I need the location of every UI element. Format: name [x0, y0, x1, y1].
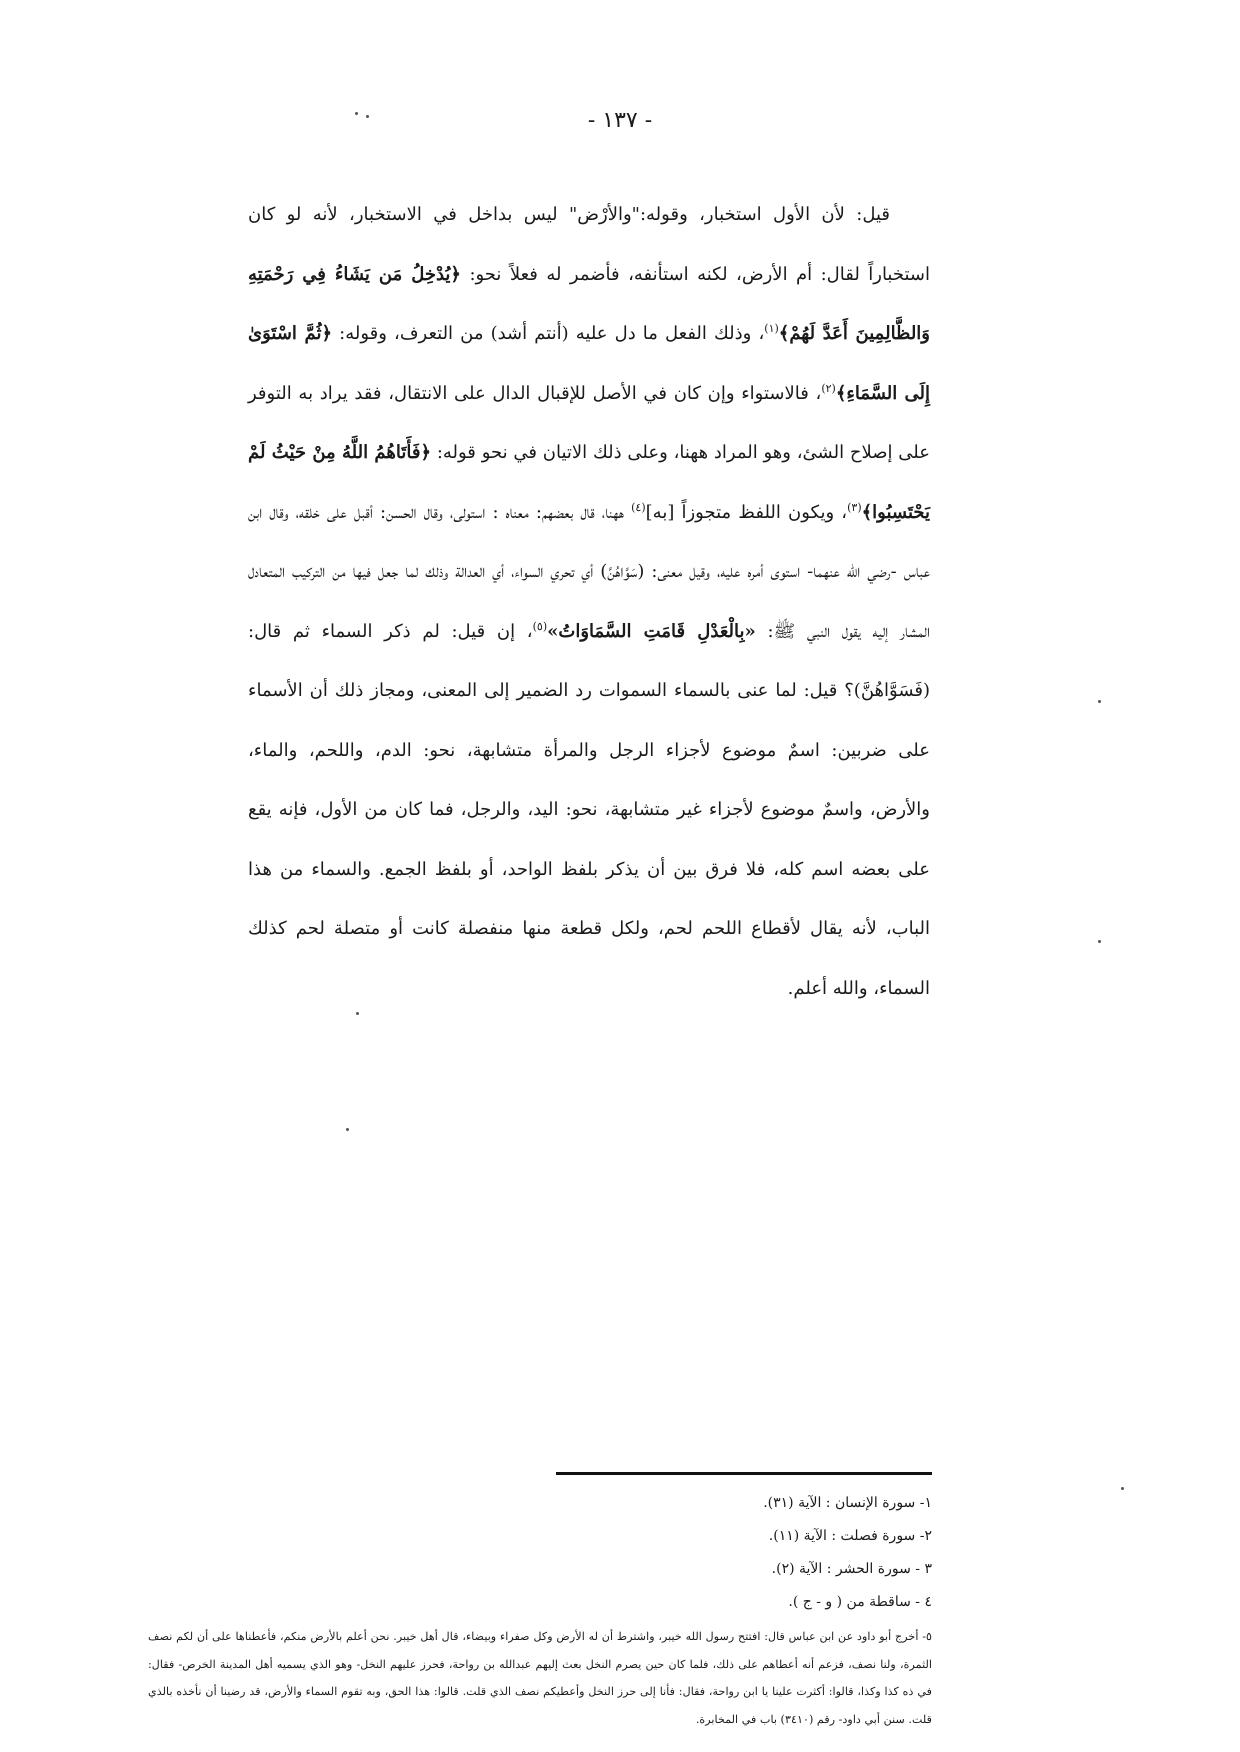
footnote-ref: (٢) [821, 381, 836, 395]
main-text-run: ، ويكون اللفظ متجوزاً [به] [645, 501, 848, 523]
main-text-run: قيل: لأن الأول استخبار، وقوله:"والأرْض" ليس بداخل في الاستخبار، لأنه لو كان استخباراً لقال: أم الأرض، لكنه استأنفه، فأضمر له فعلاً نحو: [248, 204, 930, 285]
scan-speck [366, 115, 369, 118]
main-text-run: ، فالاستواء وإن كان في الأصل للإقبال الدال على الانتقال، فقد يراد به التوفر على إصلاح الشئ، وهو المراد ههنا، وعلى ذلك الاتيان في نحو قوله: [248, 382, 930, 463]
footnote-ref: (٤) [631, 500, 646, 514]
footnote-item: ٣ - سورة الحشر : الآية (٢). [771, 1561, 932, 1577]
main-paragraph [248, 185, 930, 1018]
footnote-ref: (٣) [847, 500, 862, 514]
quran-verse: ﴿فَأَتَاهُمُ اللَّهُ مِنْ حَيْثُ لَمْ يَحْتَسِبُوا﴾ [248, 442, 931, 523]
scan-speck [355, 112, 358, 115]
footnote-item: ١- سورة الإنسان : الآية (٣١). [763, 1495, 932, 1511]
footnote-item: ٤ - ساقطة من ( و - ج ). [788, 1594, 932, 1610]
quran-verse: ﴿ثُمَّ اسْتَوَىٰ إِلَى السَّمَاءِ﴾ [248, 323, 930, 404]
main-text-block [248, 185, 930, 1018]
footnote-ref: (١) [764, 322, 779, 335]
page-number: - ١٣٧ - [587, 108, 653, 133]
footnote-divider [556, 1472, 932, 1475]
scan-speck [1121, 1487, 1124, 1490]
hadith-quote: «بِالْعَدْلِ قَامَتِ السَّمَاوَاتُ» [547, 620, 756, 642]
main-text-run: ههنا، قال بعضهم: معناه : استولى، وقال الحسن: أقبل على خلقه، وقال ابن عباس -رضي الله عنهما- استوى أمره عليه، وقيل معنى: (سَوَّاهُنَّ) أي تحري السواء، أي العدالة وذلك لما جعل فيها من التركيب المتعادل المشار إليه يقول النبي ﷺ: [248, 501, 931, 642]
main-text-run: ، وذلك الفعل ما دل عليه (أنتم أشد) من التعرف، وقوله: [339, 323, 765, 344]
quran-verse: ﴿يُدْخِلُ مَن يَشَاءُ فِي رَحْمَتِهِ وَالظَّالِمِينَ أَعَدَّ لَهُمْ﴾ [248, 263, 930, 344]
main-text-run: ، إن قيل: لم ذكر السماء ثم قال: (فَسَوَّاهُنَّ)؟ قيل: لما عنى بالسماء السموات رد الضمير إلى المعنى، ومجاز ذلك أن الأسماء على ضربين: اسمٌ موضوع لأجزاء الرجل والمرأة متشابهة، نحو: الدم، واللحم، والماء، والأرض، واسمٌ موضوع لأجزاء غير متشابهة، نحو: اليد، والرجل، فما كان من الأول، فإنه يقع على بعضه اسم كله، فلا فرق بين أن يذكر بلفظ الواحد، أو بلفظ الجمع. والسماء من هذا الباب، لأنه يقال لأقطاع اللحم لحم، ولكل قطعة منها منفصلة كانت أو متصلة لحم كذلك السماء، والله أعلم. [248, 620, 930, 999]
scan-speck [356, 1012, 359, 1015]
footnote-ref: (٥) [532, 619, 548, 633]
footnotes-block [148, 1487, 932, 1733]
footnote-item: ٢- سورة فصلت : الآية (١١). [768, 1528, 932, 1544]
footnote-item: ٥- أخرج أبو داود عن ابن عباس قال: افتتح رسول الله خيبر، واشترط أن له الأرض وكل صفراء وبيضاء، قال أهل خيبر. نحن أعلم بالأرض منكم، فأعطناها على أن لكم نصف الثمرة، ولنا نصف، فزعم أنه أعطاهم على ذلك، فلما كان حين يصرم النخل بعث إليهم عبدالله بن رواحة، فحرز عليهم النخل- وهو الذي يسميه أهل المدينة الخرص- فقال: في ذه كذا وكذا، قالوا: أكثرت علينا يا ابن رواحة، فقال: فأنا إلى حرز النخل وأعطيكم نصف الذي قلت. قالوا: هذا الحق، وبه تقوم السماء والأرض، قد رضينا أن نأخذه بالذي قلت. سنن أبي داود- رقم (٣٤١٠) باب في المخابرة. [148, 1630, 932, 1726]
scan-speck [1098, 940, 1101, 943]
scan-speck [346, 1128, 349, 1131]
scan-speck [1098, 700, 1101, 703]
